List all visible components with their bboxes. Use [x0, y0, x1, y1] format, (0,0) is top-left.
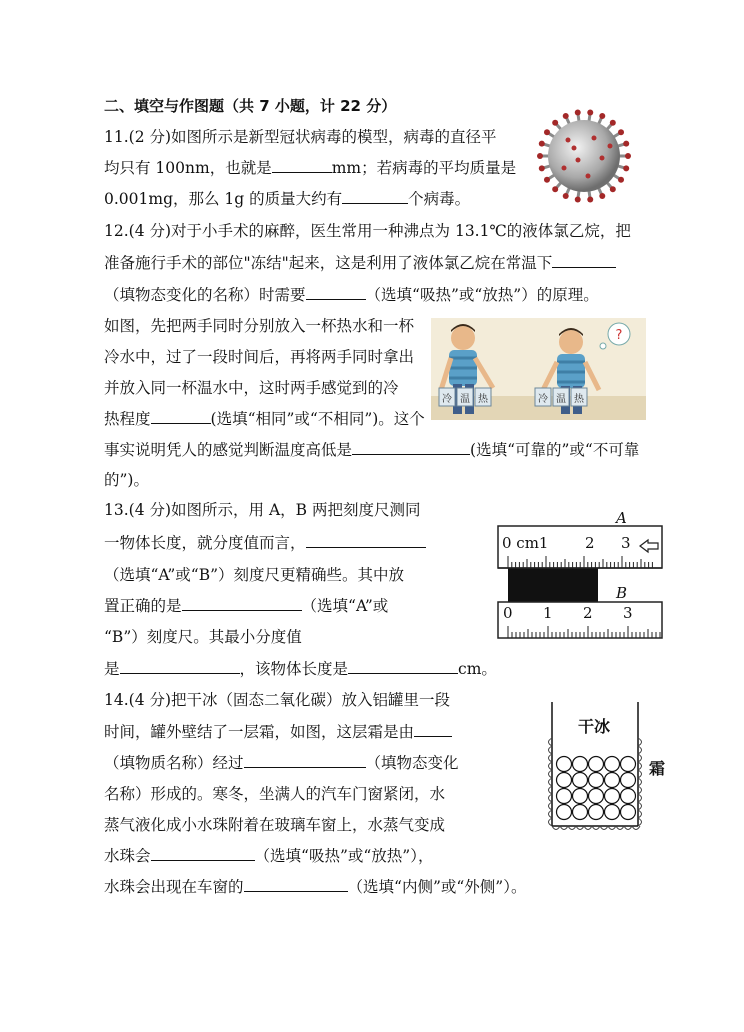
dry-ice-pellet: [621, 789, 636, 804]
dry-ice-pellet: [605, 805, 620, 820]
virus-spike-tip: [544, 129, 550, 135]
q14-blank-2[interactable]: [244, 753, 366, 768]
virus-spike-tip: [563, 113, 569, 119]
virus-spike-tip: [552, 186, 558, 192]
dry-ice-can-diagram: [540, 698, 672, 838]
q12-line8: 事实说明凭人的感觉判断温度高低是 (选填“可靠的”或“不可靠: [104, 441, 640, 459]
section-title: 二、填空与作图题（共 7 小题，计 22 分）: [104, 97, 397, 115]
dry-ice-pellet: [573, 773, 588, 788]
q13-blank-1[interactable]: [306, 533, 426, 548]
q14-line7: 水珠会出现在车窗的 （选填“内侧”或“外侧”）。: [104, 878, 527, 896]
virus-spike-tip: [610, 186, 616, 192]
virus-spike-tip: [544, 177, 550, 183]
q13-line5: “B”）刻度尺。其最小分度值: [104, 628, 302, 646]
virus-spike-tip: [575, 197, 581, 203]
virus-spike-tip: [563, 193, 569, 199]
ruler-a-tick-label: 2: [585, 534, 595, 552]
q14-line2: 时间，罐外壁结了一层霜，如图，这层霜是由: [104, 722, 452, 742]
dry-ice-pellet: [589, 773, 604, 788]
q14-line3: （填物质名称）经过 （填物态变化: [104, 754, 459, 772]
q11-line3: 0.001mg，那么 1g 的质量大约有 个病毒。: [104, 190, 471, 208]
virus-spike-tip: [610, 120, 616, 126]
virus-spot: [576, 158, 581, 163]
ruler-b-tick-label: 0: [503, 604, 513, 622]
virus-spike-tip: [623, 141, 629, 147]
virus-spike-tip: [618, 177, 624, 183]
q14-blank-4[interactable]: [244, 877, 348, 892]
dry-ice-pellet: [557, 805, 572, 820]
virus-spot: [608, 144, 613, 149]
q11-line2: 均只有 100nm，也就是 mm；若病毒的平均质量是: [104, 159, 517, 177]
dry-ice-pellet: [589, 789, 604, 804]
basin-label: 热: [478, 394, 488, 405]
q13-line2: 一物体长度，就分度值而言，: [104, 533, 426, 553]
q12-line4: 如图，先把两手同时分别放入一杯热水和一杯: [104, 317, 415, 335]
basin-label: 冷: [442, 394, 452, 405]
dry-ice-pellet: [573, 805, 588, 820]
q13-line6: 是 ，该物体长度是 cm。: [104, 660, 497, 678]
virus-spike-tip: [587, 197, 593, 203]
rulers-diagram: [494, 512, 666, 642]
dry-ice-pellet: [621, 773, 636, 788]
virus-spike-tip: [539, 165, 545, 171]
dry-ice-pellet: [589, 805, 604, 820]
q12-blank-1[interactable]: [552, 253, 616, 268]
coronavirus-model-image: [528, 108, 640, 204]
q14-blank-3[interactable]: [151, 846, 255, 861]
dry-ice-pellet: [557, 757, 572, 772]
virus-spike-tip: [537, 153, 543, 159]
q12-line7: 热程度 (选填“相同”或“不相同”)。这个: [104, 410, 425, 428]
q14-line5: 蒸气液化成小水珠附着在玻璃车窗上，水蒸气变成: [104, 816, 446, 834]
dry-ice-pellet: [605, 789, 620, 804]
q14-line6: 水珠会 （选填“吸热”或“放热”），: [104, 847, 434, 865]
q11-blank-2[interactable]: [342, 189, 408, 204]
q14-blank-1[interactable]: [414, 722, 452, 737]
dry-ice-pellet: [605, 773, 620, 788]
q12-line3: （填物态变化的名称）时需要 （选填“吸热”或“放热”）的原理。: [104, 286, 599, 304]
dry-ice-pellet: [557, 773, 572, 788]
q12-blank-4[interactable]: [352, 440, 470, 455]
virus-spot: [592, 136, 597, 141]
virus-spike-tip: [575, 109, 581, 115]
ruler-a-tick-label: 3: [621, 534, 631, 552]
virus-spot: [566, 138, 571, 143]
ruler-a-label: A: [616, 512, 627, 527]
virus-spike-tip: [623, 165, 629, 171]
q12-line9: 的”)。: [104, 471, 149, 489]
virus-spot: [562, 166, 567, 171]
q13-line4: 置正确的是 （选填“A”或: [104, 597, 389, 615]
basin-label: 温: [460, 394, 470, 405]
dry-ice-pellet: [605, 757, 620, 772]
basin-label: 冷: [538, 394, 548, 405]
virus-spot: [586, 174, 591, 179]
frost-label: 霜: [649, 759, 666, 778]
dry-ice-pellet: [621, 805, 636, 820]
dry-ice-pellet: [573, 789, 588, 804]
dry-ice-label: 干冰: [578, 717, 611, 736]
q11-line1: 11.(2 分)如图所示是新型冠状病毒的模型，病毒的直径平: [104, 128, 497, 146]
dry-ice-pellet: [557, 789, 572, 804]
dry-ice-pellet: [621, 757, 636, 772]
basin-label: 热: [574, 394, 584, 405]
virus-spike-tip: [539, 141, 545, 147]
q13-blank-4[interactable]: [348, 659, 458, 674]
q12-blank-3[interactable]: [151, 409, 211, 424]
dry-ice-pellet: [573, 757, 588, 772]
q13-line1: 13.(4 分)如图所示，用 A，B 两把刻度尺测同: [104, 501, 421, 519]
q12-blank-2[interactable]: [306, 285, 366, 300]
q13-blank-3[interactable]: [120, 659, 240, 674]
ruler-b-label: B: [616, 584, 628, 602]
ruler-b-tick-label: 1: [543, 604, 553, 622]
q12-line2: 准备施行手术的部位"冻结"起来，这是利用了液体氯乙烷在常温下: [104, 253, 616, 273]
q11-blank-1[interactable]: [272, 158, 332, 173]
virus-spike-tip: [618, 129, 624, 135]
ruler-b-tick-label: 2: [583, 604, 593, 622]
virus-spike-tip: [552, 120, 558, 126]
ruler-a-tick-label: 0 cm1: [502, 534, 549, 552]
virus-spike-tip: [599, 113, 605, 119]
ruler-b-tick-label: 3: [623, 604, 633, 622]
q14-line1: 14.(4 分)把干冰（固态二氧化碳）放入铝罐里一段: [104, 691, 451, 709]
virus-spike-tip: [625, 153, 631, 159]
question-mark: ?: [615, 328, 623, 343]
q14-line4: 名称）形成的。寒冬，坐满人的汽车门窗紧闭，水: [104, 785, 446, 803]
virus-spike-tip: [587, 109, 593, 115]
q12-line1: 12.(4 分)对于小手术的麻醉，医生常用一种沸点为 13.1℃的液体氯乙烷，把: [104, 222, 631, 240]
q13-blank-2[interactable]: [182, 596, 302, 611]
dry-ice-pellet: [589, 757, 604, 772]
q12-line5: 冷水中，过了一段时间后，再将两手同时拿出: [104, 348, 415, 366]
hands-in-water-illustration: [431, 318, 646, 420]
q13-line3: （选填“A”或“B”）刻度尺更精确些。其中放: [104, 566, 405, 584]
virus-spot: [600, 156, 605, 161]
virus-spot: [572, 146, 577, 151]
virus-spike-tip: [599, 193, 605, 199]
q12-line6: 并放入同一杯温水中，这时两手感觉到的冷: [104, 379, 399, 397]
basin-label: 温: [556, 394, 566, 405]
